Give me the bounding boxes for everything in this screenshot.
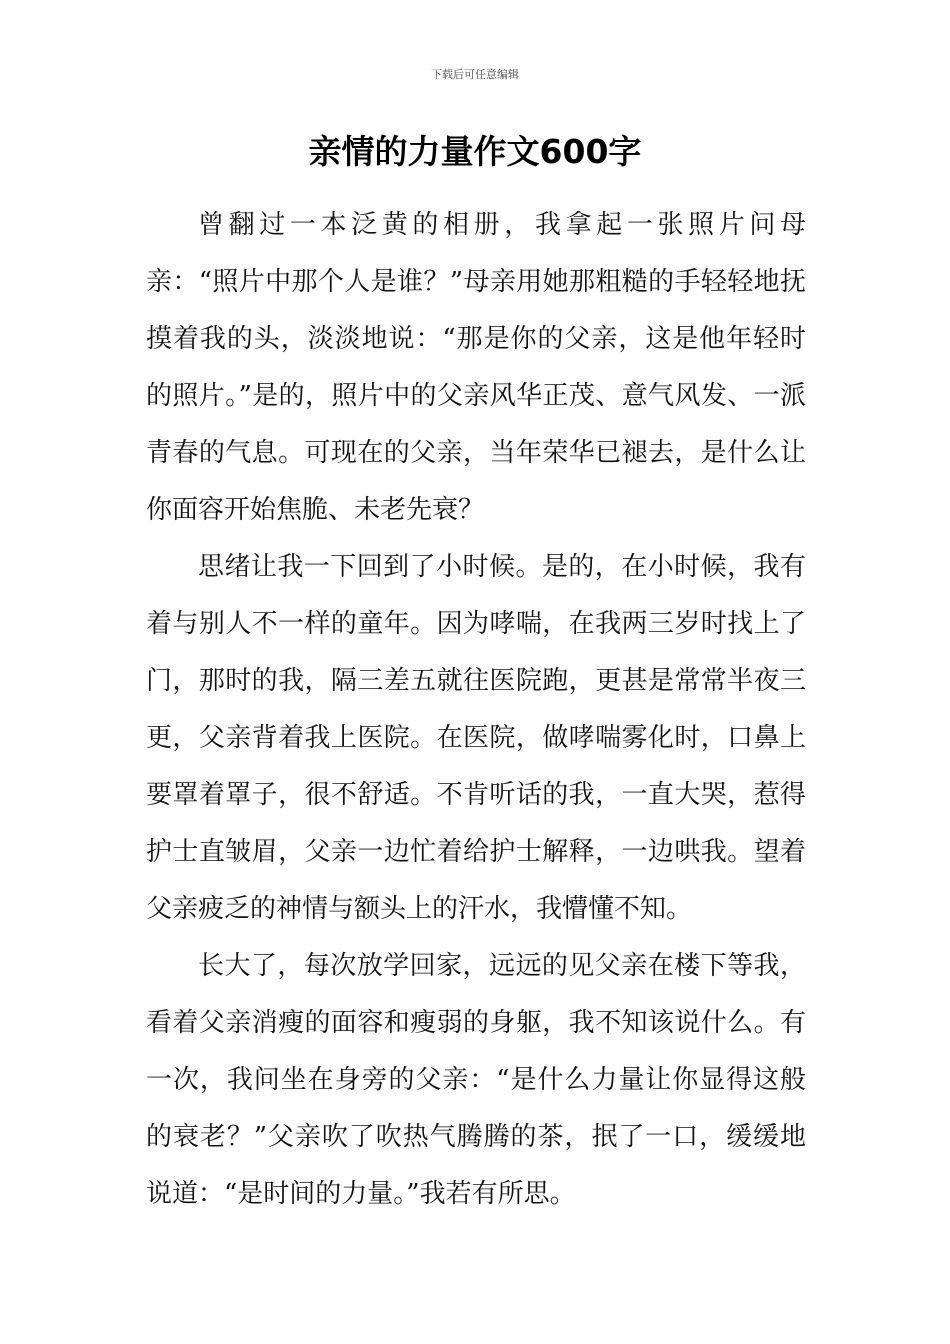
document-body: [146, 197, 806, 1223]
document-title: 亲情的力量作文600字: [308, 132, 642, 171]
paragraph-3: 长大了，每次放学回家，远远的见父亲在楼下等我，看着父亲消瘦的面容和瘦弱的身躯，我不知该说什么。有一次，我问坐在身旁的父亲：“是什么力量让你显得这般的衰老？”父亲吹了吹热气腾腾的茶，抿了一口，缓缓地说道：“是时间的力量。”我若有所思。: [146, 951, 806, 1209]
header-note: 下载后可任意编辑: [431, 68, 519, 81]
paragraph-2: 思绪让我一下回到了小时候。是的，在小时候，我有着与别人不一样的童年。因为哮喘，在我两三岁时找上了门，那时的我，隔三差五就往医院跑，更甚是常常半夜三更，父亲背着我上医院。在医院，做哮喘雾化时，口鼻上要罩着罩子，很不舒适。不肯听话的我，一直大哭，惹得护士直皱眉，父亲一边忙着给护士解释，一边哄我。望着父亲疲乏的神情与额头上的汗水，我懵懂不知。: [146, 552, 806, 924]
paragraph-1: 曾翻过一本泛黄的相册，我拿起一张照片问母亲：“照片中那个人是谁？”母亲用她那粗糙的手轻轻地抚摸着我的头，淡淡地说：“那是你的父亲，这是他年轻时的照片。”是的，照片中的父亲风华正茂、意气风发、一派青春的气息。可现在的父亲，当年荣华已褪去，是什么让你面容开始焦脆、未老先衰？: [146, 210, 806, 525]
